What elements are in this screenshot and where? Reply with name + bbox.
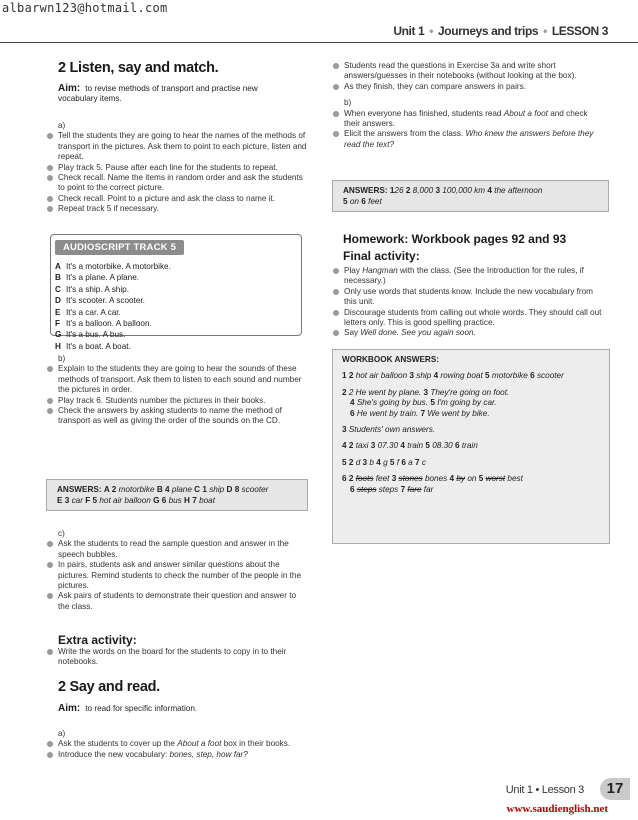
list-item: Repeat track 5 if necessary. — [46, 204, 308, 214]
part-c-label: c) — [58, 529, 65, 538]
part-b-label: b) — [344, 98, 352, 108]
page-number: 17 — [600, 778, 630, 800]
list-item: Check the answers by asking students to name the method of transport as well as giving the order of the sounds on the CD. — [46, 406, 308, 427]
workbook-answer-row: 3 Students' own answers. — [342, 425, 436, 435]
running-head-lesson: LESSON 3 — [551, 24, 608, 38]
part-a-block — [46, 121, 308, 215]
list-item: Discourage students from calling out whole words. They should call out letters only. This is good spelling practice. — [332, 308, 602, 329]
list-item: Only use words that students know. Include the new vocabulary from this unit. — [332, 287, 602, 308]
workbook-answers — [342, 355, 564, 501]
audioscript-line: A It's a motorbike. A motorbike. — [55, 262, 171, 271]
part-b-block — [46, 354, 308, 427]
extra-activity-title: Extra activity: — [58, 633, 137, 647]
list-item: Say Well done. See you again soon. — [332, 328, 602, 338]
right-top-block — [332, 61, 602, 150]
extra-activity-block — [46, 647, 308, 668]
workbook-answer-row: 2 2 He went by plane. 3 They're going on foot. 4 She's going by bus. 5 I'm going by car. 6 He went by train. 7 We went by bike. — [342, 387, 510, 418]
running-head-separator: • — [543, 24, 547, 38]
audioscript-line: E It's a car. A car. — [55, 307, 121, 317]
audioscript-line: C It's a ship. A ship. — [55, 284, 130, 294]
aim-label: Aim: — [58, 83, 81, 94]
section-title-listen: 2 Listen, say and match. — [58, 60, 219, 76]
audioscript-line: F It's a balloon. A balloon. — [55, 319, 152, 329]
aim-text: to revise methods of transport and practise new vocabulary items. — [58, 84, 258, 104]
list-item: In pairs, students ask and answer similar questions about the pictures. Remind students to check the number of the people in the pictures. — [46, 560, 308, 591]
workbook-answer-row: 5 2 d 3 b 4 g 5 f 6 a 7 c — [342, 457, 426, 467]
answers-label: ANSWERS: — [57, 485, 102, 494]
header-rule — [0, 42, 638, 43]
list-item: Play Hangman with the class. (See the Introduction for the rules, if necessary.) — [332, 266, 602, 287]
list-item: Tell the students they are going to hear the names of the methods of transport in the pictures. Ask them to point to each picture, listen and repeat. — [46, 131, 308, 162]
answers-box-2: ANSWERS: 126 2 8,000 3 100,000 km 4 the afternoon 5 on 6 feet — [332, 180, 609, 212]
answers-box-1: ANSWERS: A 2 motorbike B 4 plane C 1 ship D 8 scooter E 3 car F 5 hot air balloon G 6 bus H 7 boat — [46, 479, 308, 511]
part-c-block — [46, 529, 308, 612]
final-activity-title: Final activity: — [343, 249, 420, 263]
part-a-label: a) — [58, 121, 66, 130]
workbook-answer-row: 4 2 taxi 3 07.30 4 train 5 08.30 6 train — [342, 441, 478, 451]
aim-1 — [58, 84, 298, 105]
running-head-title: Journeys and trips — [437, 24, 539, 38]
list-item: Ask the students to cover up the About a foot box in their books. — [46, 739, 308, 749]
audioscript-lines — [55, 261, 171, 352]
audioscript-label: AUDIOSCRIPT TRACK 5 — [55, 240, 184, 255]
audioscript-line: G It's a bus. A bus. — [55, 330, 126, 340]
answers-label: ANSWERS: — [343, 186, 388, 195]
watermark-email: albarwn123@hotmail.com — [2, 1, 168, 15]
section-title-say-read: 2 Say and read. — [58, 679, 160, 695]
list-item: Check recall. Name the items in random order and ask the students to point to the correct picture. — [46, 173, 308, 194]
list-item: Ask the students to read the sample question and answer in the speech bubbles. — [46, 539, 308, 560]
list-item: Check recall. Point to a picture and ask the class to name it. — [46, 194, 308, 204]
list-item: Play track 6. Students number the pictures in their books. — [46, 396, 308, 406]
audioscript-line: D It's scooter. A scooter. — [55, 296, 145, 306]
list-item: Elicit the answers from the class. Who knew the answers before they read the text? — [332, 129, 602, 150]
list-item: Introduce the new vocabulary: bones, step, how far? — [46, 750, 308, 760]
aim-label: Aim: — [58, 703, 81, 714]
footer-lesson: Unit 1 • Lesson 3 — [505, 784, 584, 796]
workbook-answer-row: 1 2 hot air balloon 3 ship 4 rowing boat 5 motorbike 6 scooter — [342, 371, 564, 381]
list-item: Write the words on the board for the students to copy in to their notebooks. — [46, 647, 308, 668]
workbook-answers-label: WORKBOOK ANSWERS: — [342, 355, 440, 364]
homework-title: Homework: Workbook pages 92 and 93 — [343, 232, 567, 246]
final-activity-block — [332, 266, 602, 339]
aim-text: to read for specific information. — [85, 704, 198, 713]
list-item: Explain to the students they are going to hear the sounds of these methods of transport. Ask them to listen to each sound and number the pictures in order. — [46, 364, 308, 395]
list-item: Students read the questions in Exercise 3a and write short answers/guesses in their notebooks (without looking at the box). — [332, 61, 602, 82]
list-item: As they finish, they can compare answers in pairs. — [332, 82, 602, 92]
part-a2-label: a) — [58, 729, 66, 738]
running-head-separator: • — [429, 24, 434, 38]
running-head — [393, 24, 608, 38]
running-head-unit: Unit 1 — [393, 24, 425, 38]
aim-2 — [58, 704, 197, 714]
audioscript-line: B It's a plane. A plane. — [55, 273, 140, 283]
website-link[interactable]: www.saudienglish.net — [506, 803, 608, 815]
audioscript-line: H It's a boat. A boat. — [55, 341, 131, 351]
list-item: When everyone has finished, students read About a foot and check their answers. — [332, 109, 602, 130]
part-a2-block — [46, 729, 308, 760]
workbook-answer-row: 6 2 foots feet 3 stones bones 4 by on 5 worst best 6 steps steps 7 fare far — [342, 474, 523, 494]
list-item: Ask pairs of students to demonstrate their question and answer to the class. — [46, 591, 308, 612]
part-b-label: b) — [58, 354, 66, 363]
list-item: Play track 5. Pause after each line for the students to repeat. — [46, 163, 308, 173]
